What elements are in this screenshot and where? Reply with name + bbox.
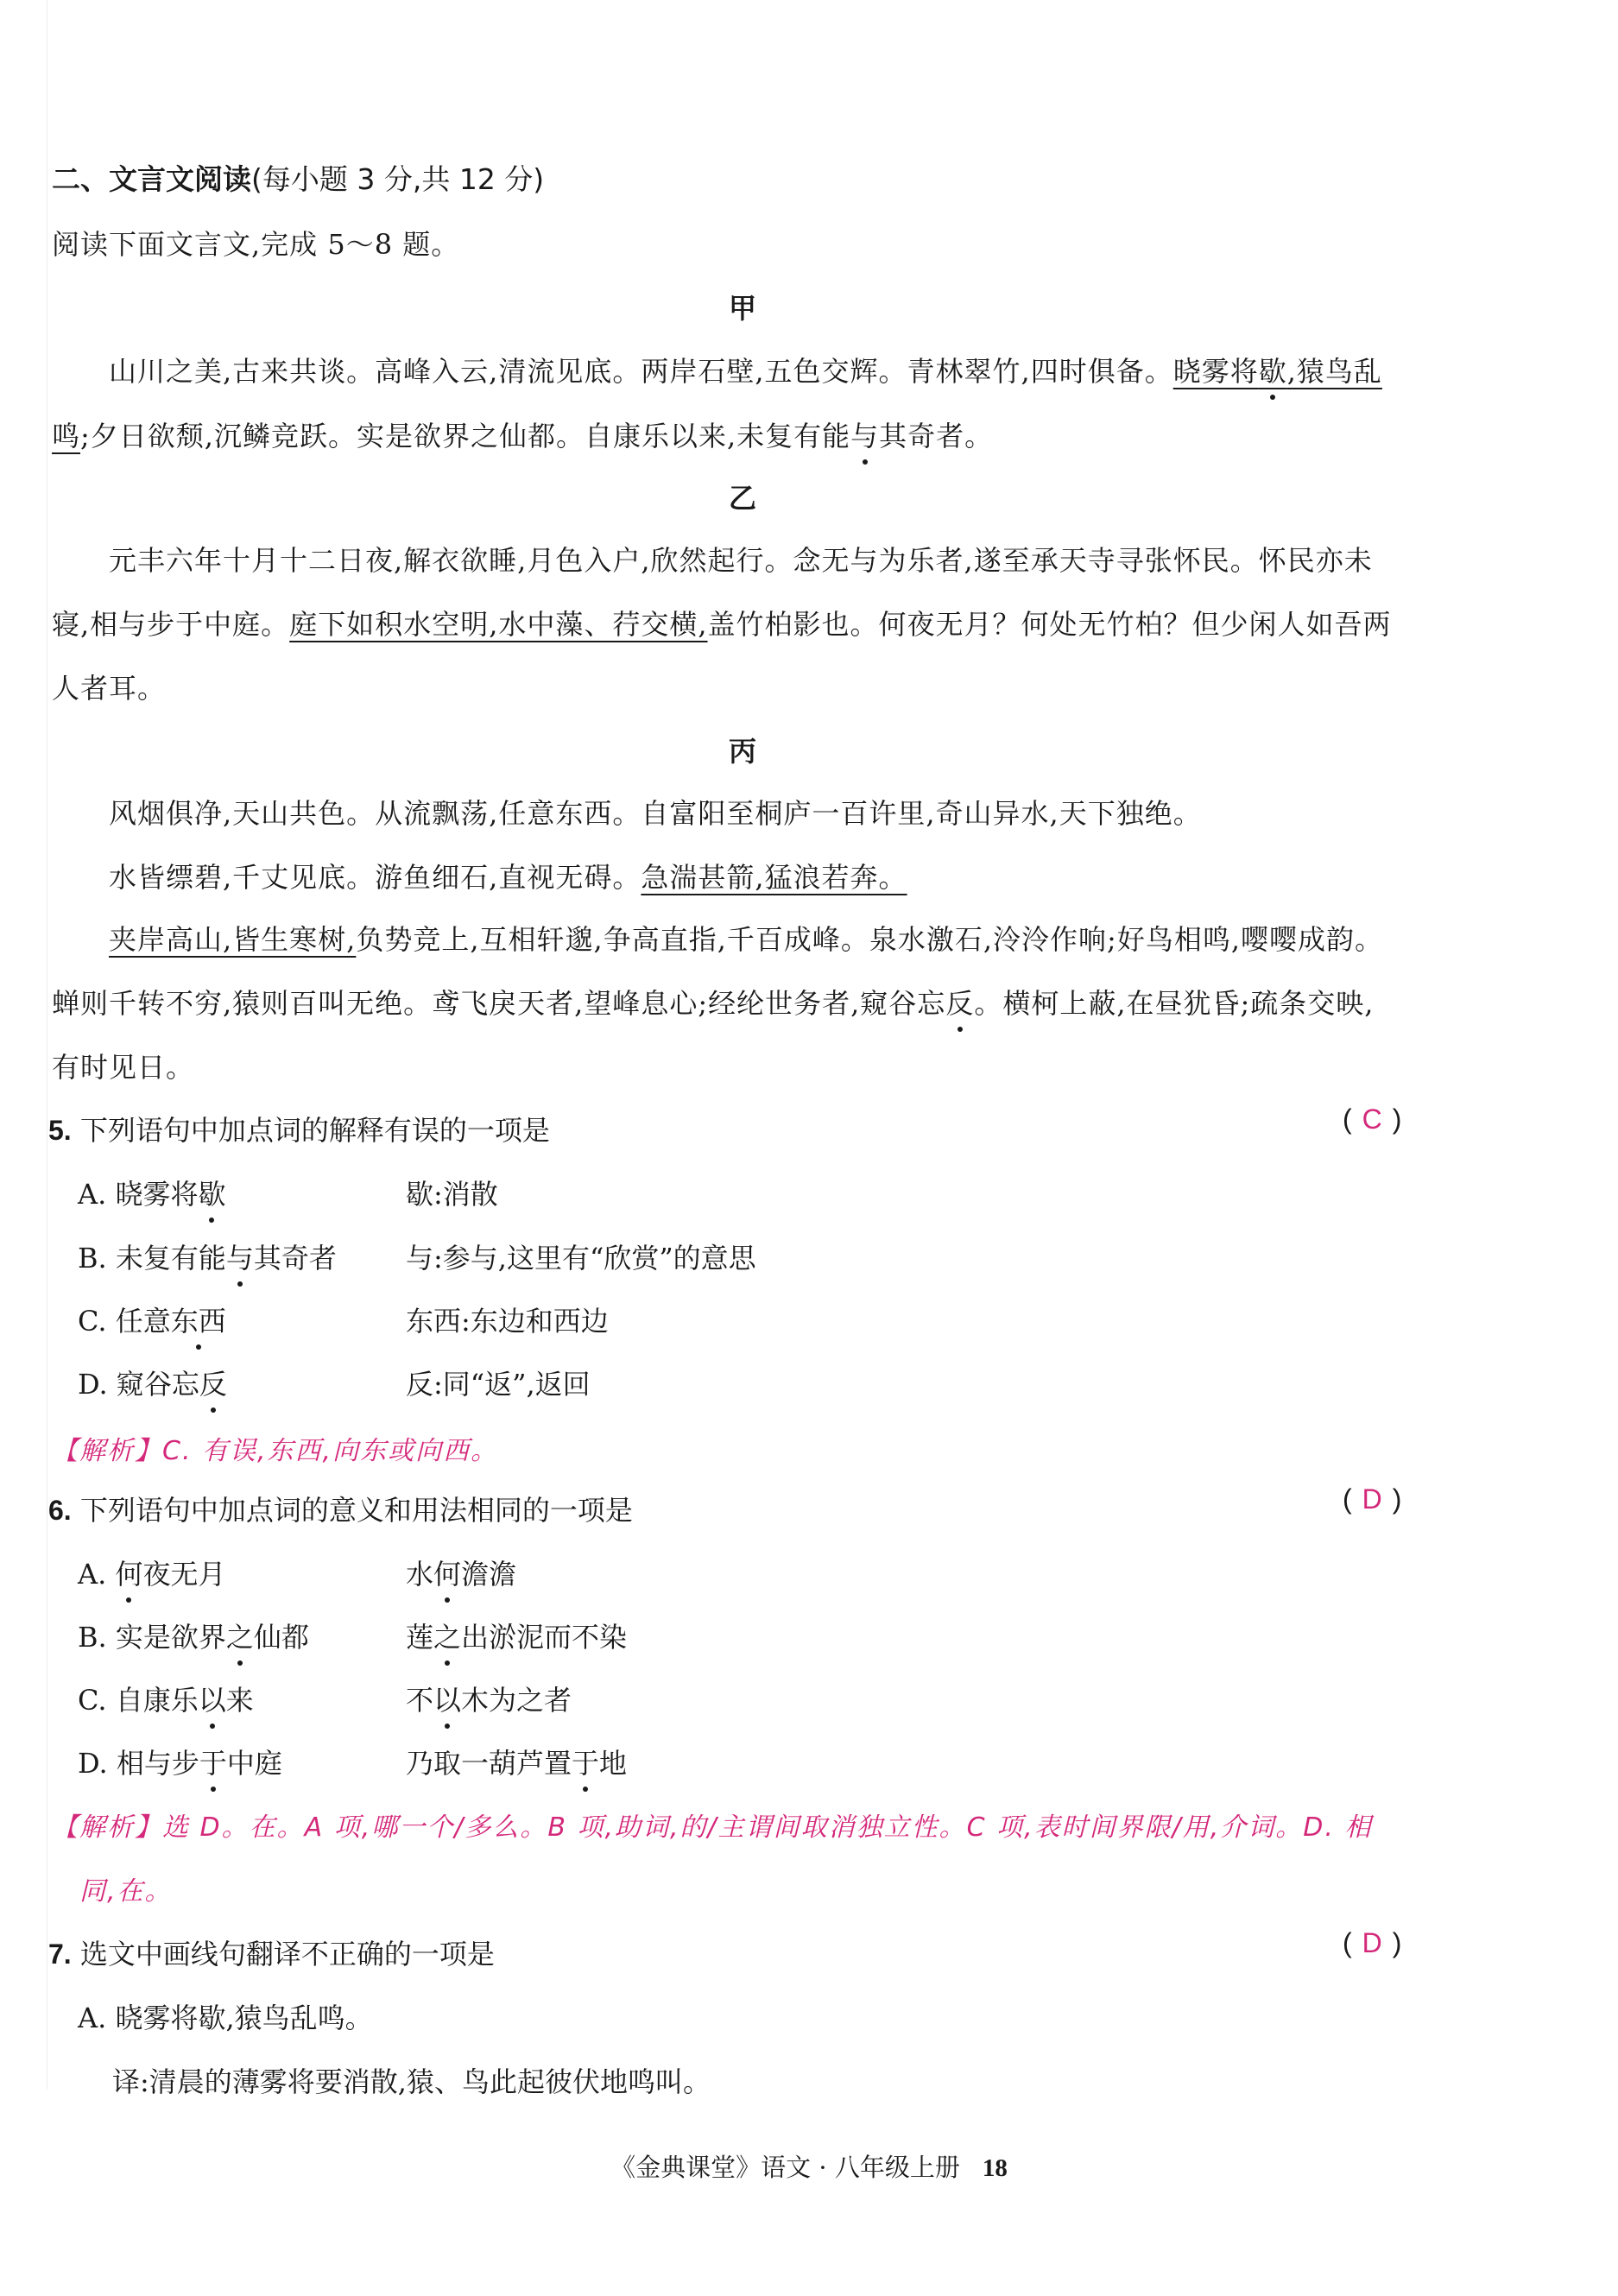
passage-bing-line-3: 夹岸高山,皆生寒树,负势竞上,互相轩邈,争高直指,千百成峰。泉水激石,泠泠作响;好鸟相鸣,嘤嘤成韵。 (109, 923, 1384, 956)
q6-option-d: D. 相与步于中庭 (78, 1747, 282, 1780)
dotted-word: 之 (433, 1621, 462, 1654)
page-footer (0, 2148, 1618, 2184)
q5-option-a-gloss: 歇:消散 (406, 1178, 498, 1211)
dotted-word: 与 (850, 420, 880, 452)
passage-bing-line-1: 风烟俱净,天山共色。从流飘荡,任意东西。自富阳至桐庐一百许里,奇山异水,天下独绝。 (109, 797, 1202, 830)
passage-jia-label: 甲 (728, 292, 756, 325)
underlined-sentence: 急湍甚箭,猛浪若奔。 (641, 861, 907, 894)
passage-yi-line-3: 人者耳。 (52, 672, 167, 705)
q6-option-b: B. 实是欲界之仙都 (78, 1621, 309, 1654)
answer-bracket-7: ( D ) (1343, 1927, 1402, 1958)
answer-letter: D (1362, 1927, 1382, 1958)
q7-option-a: A. 晓雾将歇,猿鸟乱鸣。 (78, 2002, 373, 2034)
q6-option-a-compare: 水何澹澹 (406, 1558, 517, 1591)
q5-option-b-gloss: 与:参与,这里有“欣赏”的意思 (406, 1242, 756, 1275)
passage-yi-line-2: 寝,相与步于中庭。庭下如积水空明,水中藻、荇交横,盖竹柏影也。何夜无月？何处无竹柏？但少闲人如吾两 (52, 608, 1392, 641)
dotted-word: 何 (433, 1558, 462, 1591)
answer-bracket-6: ( D ) (1343, 1483, 1402, 1515)
dotted-word: 以 (198, 1684, 226, 1717)
underlined-sentence: 庭下如积水空明,水中藻、荇交横, (289, 608, 708, 641)
dotted-word: 歇 (1258, 355, 1287, 388)
book-title: 《金典课堂》语文 · 八年级上册 (610, 2153, 960, 2182)
section-title (52, 157, 544, 198)
passage-yi-label: 乙 (728, 482, 756, 515)
dotted-word: 之 (225, 1621, 254, 1654)
q6-explanation-line-1: 【解析】选 D。在。A 项,哪一个/多么。B 项,助词,的/主谓间取消独立性。C 项,表时间界限/用,介词。D. 相 (52, 1812, 1373, 1843)
passage-bing-line-4: 蝉则千转不穷,猿则百叫无绝。鸢飞戾天者,望峰息心;经纶世务者,窥谷忘反。横柯上蔽,在昼犹昏;疏条交映, (52, 987, 1375, 1020)
answer-letter: D (1362, 1483, 1382, 1515)
passage-jia-line-1: 山川之美,古来共谈。高峰入云,清流见底。两岸石壁,五色交辉。青林翠竹,四时俱备。晓雾将歇,猿鸟乱 (109, 355, 1382, 388)
dotted-word: 歇 (198, 1178, 226, 1211)
q5-option-d-gloss: 反:同“返”,返回 (406, 1368, 591, 1401)
answer-letter: C (1362, 1104, 1382, 1135)
question-6: 6. 下列语句中加点词的意义和用法相同的一项是 (48, 1494, 633, 1527)
passage-bing-line-5: 有时见日。 (52, 1051, 195, 1084)
passage-yi-line-1: 元丰六年十月十二日夜,解衣欲睡,月色入户,欣然起行。念无与为乐者,遂至承天寺寻张怀民。怀民亦未 (109, 544, 1373, 577)
q5-option-c: C. 任意东西 (78, 1305, 226, 1338)
passage-bing-line-2: 水皆缥碧,千丈见底。游鱼细石,直视无碍。急湍甚箭,猛浪若奔。 (109, 861, 907, 894)
q5-option-b: B. 未复有能与其奇者 (78, 1242, 337, 1275)
q6-option-c: C. 自康乐以来 (78, 1684, 254, 1717)
q6-option-d-compare: 乃取一葫芦置于地 (406, 1747, 628, 1780)
dotted-word: 反 (945, 987, 975, 1020)
section-instruction: 阅读下面文言文,完成 5～8 题。 (52, 228, 460, 261)
q5-option-a: A. 晓雾将歇 (78, 1178, 226, 1211)
underlined-sentence: 鸣 (52, 420, 81, 452)
underlined-sentence: 晓雾将歇,猿鸟乱 (1172, 355, 1382, 388)
q6-option-a: A. 何夜无月 (78, 1558, 226, 1591)
underlined-sentence: 夹岸高山,皆生寒树, (109, 923, 357, 956)
section-title-bold: 二、文言文阅读 (52, 162, 251, 196)
q7-option-a-translation: 译:清晨的薄雾将要消散,猿、鸟此起彼伏地鸣叫。 (112, 2065, 711, 2098)
passage-jia-line-2: 鸣;夕日欲颓,沉鳞竞跃。实是欲界之仙都。自康乐以来,未复有能与其奇者。 (52, 420, 994, 452)
question-7: 7. 选文中画线句翻译不正确的一项是 (48, 1938, 495, 1970)
question-5: 5. 下列语句中加点词的解释有误的一项是 (48, 1114, 550, 1147)
answer-bracket-5: ( C ) (1343, 1104, 1402, 1135)
passage-bing-label: 丙 (728, 735, 756, 768)
dotted-word: 东西 (170, 1305, 226, 1338)
page-number: 18 (982, 2154, 1008, 2182)
dotted-word: 何 (115, 1558, 143, 1591)
dotted-word: 以 (433, 1684, 462, 1717)
q5-explanation: 【解析】C. 有误,东西,向东或向西。 (52, 1436, 499, 1466)
dotted-word: 于 (199, 1747, 227, 1780)
dotted-word: 与 (225, 1242, 254, 1275)
dotted-word: 反 (199, 1368, 227, 1401)
q6-option-b-compare: 莲之出淤泥而不染 (406, 1621, 628, 1654)
q6-explanation-line-2: 同,在。 (79, 1876, 173, 1907)
q6-option-c-compare: 不以木为之者 (406, 1684, 572, 1717)
q5-option-d: D. 窥谷忘反 (78, 1368, 227, 1401)
section-title-note: (每小题 3 分,共 12 分) (251, 162, 545, 196)
q5-option-c-gloss: 东西:东边和西边 (406, 1305, 609, 1338)
dotted-word: 于 (572, 1747, 600, 1780)
